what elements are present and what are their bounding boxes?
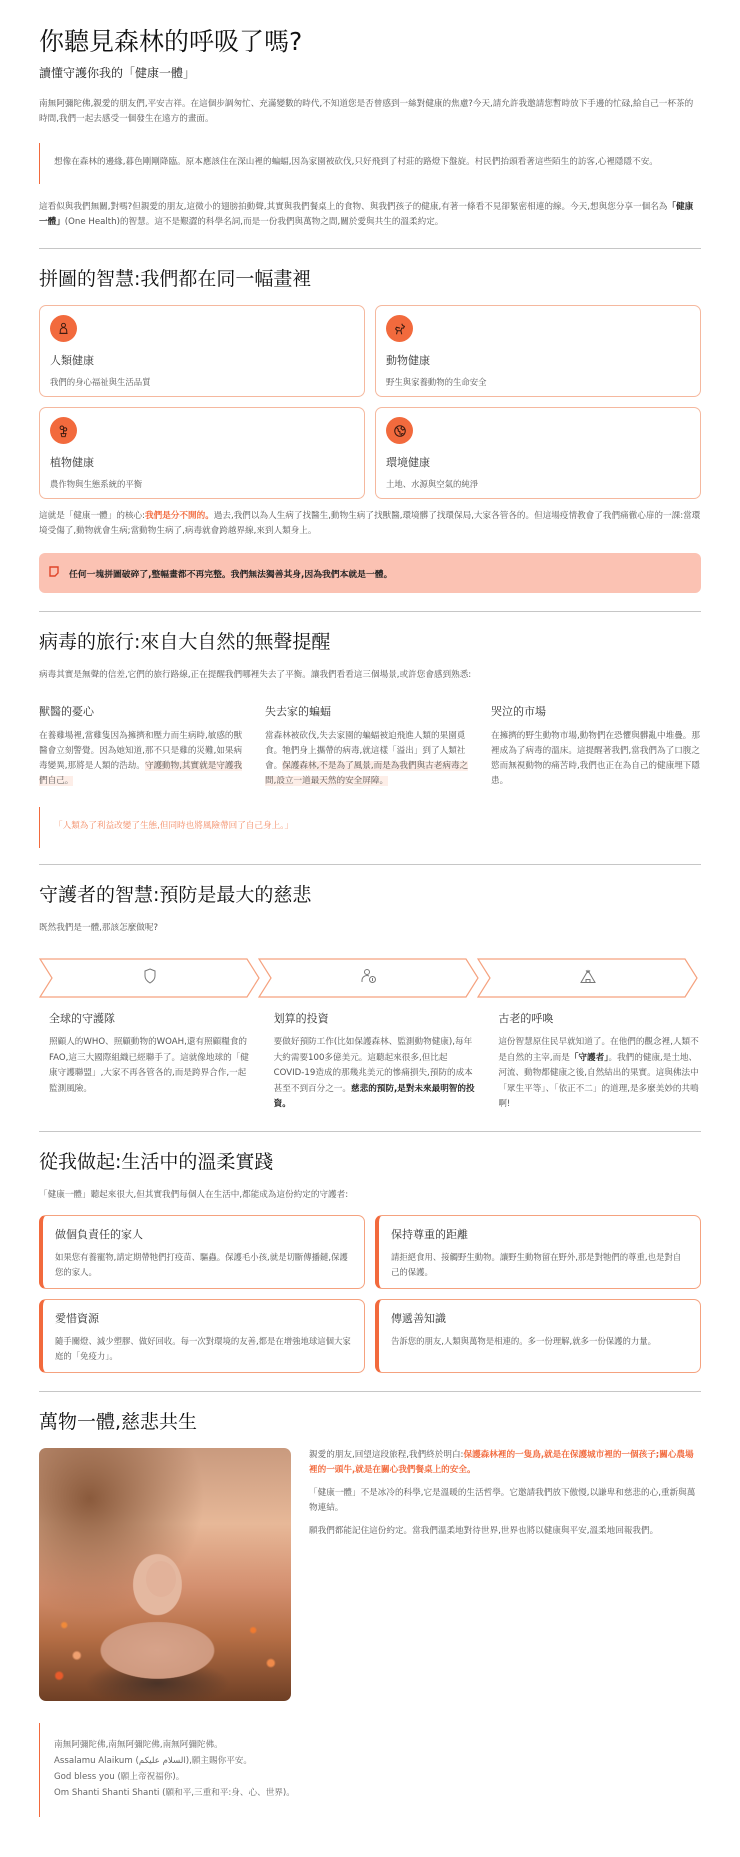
person-icon (50, 315, 77, 342)
card-title: 做個負責任的家人 (55, 1227, 143, 1241)
tent-icon (580, 969, 596, 988)
section-heading-virus: 病毒的旅行:來自大自然的無聲提醒 (39, 631, 331, 653)
card-human-health (39, 305, 365, 397)
health-cards (39, 305, 701, 499)
page-subtitle: 讀懂守護你我的「健康一體」 (39, 66, 196, 80)
highlight-text: 保護森林裡的一隻鳥,就是在保護城市裡的一個孩子;關心農場裡的一頭牛,就是在關心我們餐桌上的安全。 (309, 1449, 694, 1475)
closing-paragraph-3: 願我們都能記住這份約定。當我們溫柔地對待世界,世界也將以健康與平安,溫柔地回報我們。 (309, 1525, 659, 1536)
scenario-text (491, 729, 701, 789)
card-animal-health (375, 305, 701, 397)
intro-paragraph-2 (39, 200, 701, 230)
virus-quote-text: 「人類為了利益改變了生態,但同時也將風險帶回了自己身上。」 (54, 821, 294, 831)
card-desc: 告訴您的朋友,人類與萬物是相連的。多一份理解,就多一份保護的力量。 (391, 1335, 656, 1346)
text: (One Health)的智慧。這不是艱澀的科學名詞,而是一份我們與萬物之間,關於愛與共生的溫柔約定。 (64, 217, 444, 227)
practice-intro: 「健康一體」聽起來很大,但其實我們每個人在生活中,都能成為這份約定的守護者: (39, 1189, 349, 1200)
virus-scenarios (39, 703, 701, 789)
text: 在擁擠的野生動物市場,動物們在恐懼與髒亂中堆疊。那裡成為了病毒的溫床。這提醒著我們,當我們為了口腹之慾而無視動物的痛苦時,我們也正在為自己的健康埋下隱患。 (491, 731, 700, 786)
scenario-text (39, 729, 249, 789)
text: 要做好預防工作(比如保護森林、監測動物健康),每年大約需要100多億美元。這聽起來很多,但比起COVID-19造成的那幾兆美元的慘痛損失,預防的成本甚至不到百分之一。 (273, 1037, 473, 1094)
closing-content (39, 1448, 701, 1701)
divider (39, 864, 701, 865)
bold-text: 「守護者」 (569, 1052, 609, 1063)
text: 親愛的朋友,回望這段旅程,我們終於明白: (309, 1449, 464, 1460)
step-title: 划算的投資 (273, 1012, 329, 1025)
divider (39, 1391, 701, 1392)
card-environment-health (375, 407, 701, 499)
shield-icon (143, 968, 157, 988)
practice-cards (39, 1215, 701, 1373)
step-text (498, 1035, 701, 1113)
card-plant-health (39, 407, 365, 499)
card-title: 保持尊重的距離 (391, 1227, 468, 1241)
callout-text: 任何一塊拼圖破碎了,整幅畫都不再完整。我們無法獨善其身,因為我們本就是一體。 (69, 569, 393, 580)
scenario-vet (39, 703, 249, 789)
text: 這就是「健康一體」的核心: (39, 511, 146, 521)
scenario-text (265, 729, 475, 789)
scenario-bat (265, 703, 475, 789)
card-desc: 野生與家養動物的生命安全 (386, 377, 487, 387)
step-text: 照顧人的WHO、照顧動物的WOAH,還有照顧糧食的FAO,這三大國際組織已經聯手了。這就像地球的「健康守護聯盟」,大家不再各管各的,而是跨界合作,一起監測風險。 (49, 1037, 249, 1094)
section-heading-practice: 從我做起:生活中的溫柔實踐 (39, 1150, 274, 1173)
step-title: 古老的呼喚 (498, 1012, 554, 1025)
divider (39, 1131, 701, 1132)
card-desc: 農作物與生態系統的平衡 (50, 479, 143, 489)
text: 在養雞場裡,當雞隻因為擁擠和壓力而生病時,敏感的獸醫會立刻警覺。因為她知道,那不只是雞的災難,如果病毒變異,那將是人類的浩劫。 (39, 731, 243, 771)
text: 這份智慧原住民早就知道了。在他們的觀念裡,人類不是自然的主宰,而是 (498, 1037, 699, 1063)
blessing-line: 南無阿彌陀佛,南無阿彌陀佛,南無阿彌陀佛。 (54, 1739, 223, 1750)
section-heading-puzzle: 拼圖的智慧:我們都在同一幅畫裡 (39, 268, 312, 290)
scenario-title: 哭泣的市場 (491, 705, 546, 718)
divider (39, 611, 701, 612)
closing-paragraph-1 (309, 1448, 701, 1478)
blessing-line: Om Shanti Shanti Shanti (願和平,三重和平:身、心、世界)。 (54, 1787, 295, 1798)
closing-paragraph-2: 「健康一體」不是冰冷的科學,它是溫暖的生活哲學。它邀請我們放下傲慢,以謙卑和慈悲的心,重新與萬物連結。 (309, 1487, 696, 1513)
text: 這看似與我們無關,對嗎?但親愛的朋友,這微小的翅膀拍動聲,其實與我們餐桌上的食物、與我們孩子的健康,有著一條看不見卻緊密相連的線。今天,想與您分享一個名為 (39, 202, 668, 212)
card-title: 環境健康 (386, 456, 430, 469)
section-heading-closing: 萬物一體,慈悲共生 (39, 1410, 198, 1433)
card-responsible-family (39, 1215, 365, 1289)
step-ancient-call (488, 1010, 701, 1113)
card-title: 人類健康 (50, 354, 94, 367)
investment-icon (361, 968, 377, 988)
card-cherish-resources (39, 1299, 365, 1373)
step-global-team (39, 1010, 252, 1113)
step-text (274, 1035, 477, 1113)
bold-text: 慈悲的預防,是對未來最明智的投資。 (273, 1083, 475, 1109)
card-share-knowledge (375, 1299, 701, 1373)
one-health-term: 「健康一體」 (39, 202, 694, 227)
text: 。我們的健康,是土地、河流、動物都健康之後,自然結出的果實。這與佛法中「眾生平等」、「依正不二」的道理,是多麼美妙的共鳴啊! (498, 1052, 699, 1109)
card-title: 植物健康 (50, 456, 94, 469)
flowers-decoration (39, 1448, 291, 1701)
closing-text (309, 1448, 701, 1701)
virus-intro: 病毒其實是無聲的信差,它們的旅行路線,正在提醒我們哪裡失去了平衡。讓我們看看這三個場景,或許您會感到熟悉: (39, 670, 472, 680)
scenario-market (491, 703, 701, 789)
card-title: 愛惜資源 (55, 1311, 99, 1325)
chevron-steps (39, 958, 701, 998)
chevron-step-3 (477, 958, 699, 998)
globe-icon (386, 417, 413, 444)
divider (39, 248, 701, 249)
intro-paragraph: 南無阿彌陀佛,親愛的朋友們,平安吉祥。在這個步調匆忙、充滿變數的時代,不知道您是否曾感到一絲對健康的焦慮?今天,請允許我邀請您暫時放下手邊的忙碌,給自己一杯茶的時間,我們一起去感受一個發生在遠方的畫面。 (39, 99, 694, 124)
intro-quote-text: 想像在森林的邊緣,暮色剛剛降臨。原本應該住在深山裡的蝙蝠,因為家園被砍伐,只好飛到了村莊的路燈下盤旋。村民們抬頭看著這些陌生的訪客,心裡隱隱不安。 (54, 157, 658, 167)
chevron-step-2 (258, 958, 480, 998)
highlight-text: 我們是分不開的。 (145, 511, 214, 521)
card-desc: 請拒絕食用、接觸野生動物。讓野生動物留在野外,那是對牠們的尊重,也是對自己的保護。 (391, 1251, 682, 1277)
callout-box (39, 553, 701, 593)
blessing-quote (39, 1723, 701, 1817)
marked-text: 保護森林,不是為了風景,而是為我們與古老病毒之間,設立一道最天然的安全屏障。 (265, 761, 469, 786)
page-title: 你聽見森林的呼吸了嗎? (39, 27, 303, 56)
marked-text: 守護動物,其實就是守護我們自己。 (39, 761, 243, 786)
blessing-line: God bless you (願上帝祝福你)。 (54, 1771, 185, 1782)
puzzle-paragraph (39, 509, 701, 539)
step-investment (264, 1010, 477, 1113)
text: 過去,我們以為人生病了找醫生,動物生病了找獸醫,環境髒了找環保局,大家各管各的。但這場疫情教會了我們痛徹心扉的一課:當環境受傷了,動物就會生病;當動物生病了,病毒就會跨越界線,來到人類身上。 (39, 511, 701, 536)
scenario-title: 獸醫的憂心 (39, 705, 94, 718)
scenario-title: 失去家的蝙蝠 (265, 705, 331, 718)
chevron-step-1 (39, 958, 261, 998)
virus-quote (39, 807, 701, 848)
guardian-steps (39, 1010, 701, 1113)
section-heading-guardian: 守護者的智慧:預防是最大的慈悲 (39, 884, 312, 906)
blessing-line: Assalamu Alaikum (السلام عليكم),願主賜你平安。 (54, 1755, 252, 1766)
card-desc: 如果您有養寵物,請定期帶牠們打疫苗、驅蟲。保護毛小孩,就是切斷傳播鏈,保護您的家人。 (55, 1251, 348, 1277)
card-title: 傳遞善知識 (391, 1311, 446, 1325)
intro-quote (39, 143, 701, 184)
animal-icon (386, 315, 413, 342)
guardian-intro: 既然我們是一體,那該怎麼做呢? (39, 923, 159, 933)
card-desc: 土地、水源與空氣的純淨 (386, 479, 479, 489)
plant-icon (50, 417, 77, 444)
card-desc: 我們的身心福祉與生活品質 (50, 377, 151, 387)
text: 當森林被砍伐,失去家園的蝙蝠被迫飛進人類的果園覓食。牠們身上攜帶的病毒,就這樣「溢出」到了人類社會。 (265, 731, 466, 771)
card-respectful-distance (375, 1215, 701, 1289)
note-icon (49, 566, 59, 580)
card-title: 動物健康 (386, 354, 430, 367)
meditation-image (39, 1448, 291, 1701)
step-title: 全球的守護隊 (49, 1012, 115, 1025)
card-desc: 隨手關燈、減少塑膠、做好回收。每一次對環境的友善,都是在增強地球這個大家庭的「免疫力」。 (55, 1335, 351, 1361)
